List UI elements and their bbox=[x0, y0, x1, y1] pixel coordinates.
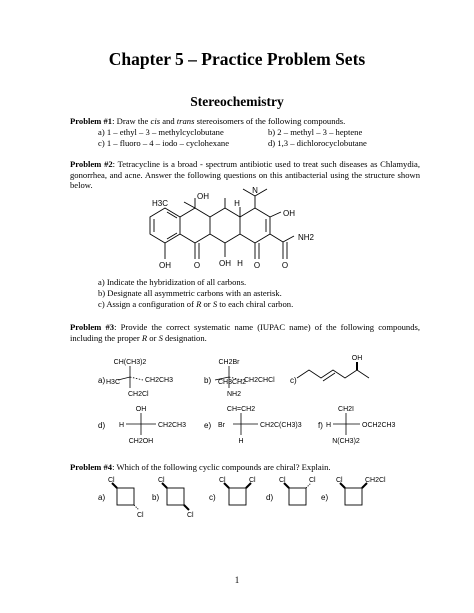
p4-a-cl1: Cl bbox=[108, 477, 115, 484]
compound-d-right: CH2CH3 bbox=[158, 422, 187, 429]
p4-letter-d: d) bbox=[266, 493, 274, 502]
problem3-text-c: designation. bbox=[162, 332, 207, 343]
p4-letter-a: a) bbox=[98, 493, 106, 502]
problem1-item-b: b) 2 – methyl – 3 – heptene bbox=[268, 127, 363, 137]
problem1-text-a: : Draw the bbox=[112, 116, 151, 126]
p4-letter-e: e) bbox=[321, 493, 329, 502]
struct-n: N bbox=[252, 186, 258, 195]
p4-c-cl1: Cl bbox=[219, 477, 226, 484]
q3-s: S bbox=[212, 299, 218, 309]
problem2-label: Problem #2 bbox=[70, 159, 113, 169]
problem1-trans: trans bbox=[176, 116, 195, 126]
struct-o-b3: O bbox=[281, 261, 289, 270]
page-number: 1 bbox=[234, 575, 240, 585]
struct-oh-right: OH bbox=[283, 209, 295, 218]
compound-b-top: CH2Br bbox=[218, 359, 240, 366]
compound-c-oh: OH bbox=[351, 355, 363, 362]
compound-b-bottom: NH2 bbox=[227, 391, 242, 398]
problem2-text: : Tetracycline is a broad - spectrum antibiotic used to treat such diseases as Chlamydia, gonorrhea, and acne. Answer the following questions on this antibacterial using the structure shown below. bbox=[70, 159, 420, 191]
problem4-text: : Which of the following cyclic compounds are chiral? Explain. bbox=[112, 462, 331, 472]
p4-b-cl2: Cl bbox=[187, 512, 194, 519]
compound-d-left: H bbox=[119, 422, 125, 429]
struct-nh2: NH2 bbox=[297, 233, 315, 242]
compound-f-bottom: N(CH3)2 bbox=[332, 438, 360, 445]
struct-h-b2: H bbox=[237, 259, 243, 268]
p4-c-cl2: Cl bbox=[249, 477, 256, 484]
problem1-item-a: a) 1 – ethyl – 3 – methylcyclobutane bbox=[98, 127, 224, 137]
compound-a-left: H3C bbox=[106, 379, 121, 386]
compound-e-top: CH=CH2 bbox=[226, 406, 256, 413]
compound-e-bottom: H bbox=[238, 438, 244, 445]
problem4-label: Problem #4 bbox=[70, 462, 113, 472]
compound-a-letter: a) bbox=[98, 376, 106, 385]
p4-d-cl2: Cl bbox=[309, 477, 316, 484]
problem3-r: R bbox=[141, 332, 148, 343]
struct-oh-b2: OH bbox=[219, 259, 231, 268]
compound-f-letter: f) bbox=[318, 421, 323, 430]
q3-text-b: to each chiral carbon. bbox=[217, 299, 294, 309]
compound-b-left: CH3CH2 bbox=[218, 379, 247, 386]
compound-d-bottom: CH2OH bbox=[128, 438, 154, 445]
problem2-question-a: a) Indicate the hybridization of all carbons. bbox=[98, 277, 247, 287]
compound-f-left: H bbox=[326, 422, 332, 429]
p4-letter-c: c) bbox=[209, 493, 216, 502]
compound-b-right: CH2CHCl bbox=[244, 377, 275, 384]
p4-a-cl2: Cl bbox=[137, 512, 144, 519]
compound-d-letter: d) bbox=[98, 421, 106, 430]
compound-a-top: CH(CH3)2 bbox=[113, 359, 147, 366]
problem3-text-a: : Provide the correct systematic name (IUPAC name) of the following compounds, including the proper bbox=[70, 322, 421, 343]
compound-f-top: CH2I bbox=[338, 406, 354, 413]
page-title: Chapter 5 – Practice Problem Sets bbox=[108, 49, 366, 69]
problem3-text-b: or bbox=[147, 332, 159, 343]
problem2-question-b: b) Designate all asymmetric carbons with an asterisk. bbox=[98, 288, 282, 298]
compound-e-letter: e) bbox=[204, 421, 212, 430]
compound-e-left: Br bbox=[218, 422, 225, 429]
compound-d-top: OH bbox=[135, 406, 147, 413]
problem1-item-d: d) 1,3 – dichlorocyclobutane bbox=[268, 138, 367, 148]
struct-h3c: H3C bbox=[151, 199, 169, 208]
struct-oh-b1: OH bbox=[159, 261, 171, 270]
struct-o-b2: O bbox=[253, 261, 261, 270]
q3-text-a: c) Assign a configuration of bbox=[98, 299, 197, 309]
compound-c-letter: c) bbox=[290, 376, 297, 385]
q3-or: or bbox=[201, 299, 213, 309]
p4-e-cl: Cl bbox=[336, 477, 343, 484]
q3-r: R bbox=[196, 299, 202, 309]
compound-a-right: CH2CH3 bbox=[145, 377, 174, 384]
problem3-label: Problem #3 bbox=[70, 322, 115, 332]
problem3-s: S bbox=[158, 332, 163, 343]
struct-o-b1: O bbox=[193, 261, 201, 270]
compound-e-right: CH2C(CH3)3 bbox=[260, 422, 302, 429]
problem1-label: Problem #1 bbox=[70, 116, 113, 126]
p4-letter-b: b) bbox=[152, 493, 160, 502]
struct-h-top: H bbox=[234, 199, 240, 208]
problem1-text-b: and bbox=[160, 116, 177, 126]
compound-b-letter: b) bbox=[204, 376, 212, 385]
p4-d-cl1: Cl bbox=[279, 477, 286, 484]
p4-b-cl1: Cl bbox=[158, 477, 165, 484]
problem1-text-c: stereoisomers of the following compounds. bbox=[194, 116, 346, 126]
compound-a-bottom: CH2Cl bbox=[128, 391, 149, 398]
problem1-item-c: c) 1 – fluoro – 4 – iodo – cyclohexane bbox=[98, 138, 230, 148]
p4-e-ch2cl: CH2Cl bbox=[365, 477, 386, 484]
problem1-cis: cis bbox=[150, 116, 161, 126]
section-title: Stereochemistry bbox=[190, 94, 284, 109]
compound-f-right: OCH2CH3 bbox=[362, 422, 396, 429]
struct-oh-top: OH bbox=[197, 192, 209, 201]
